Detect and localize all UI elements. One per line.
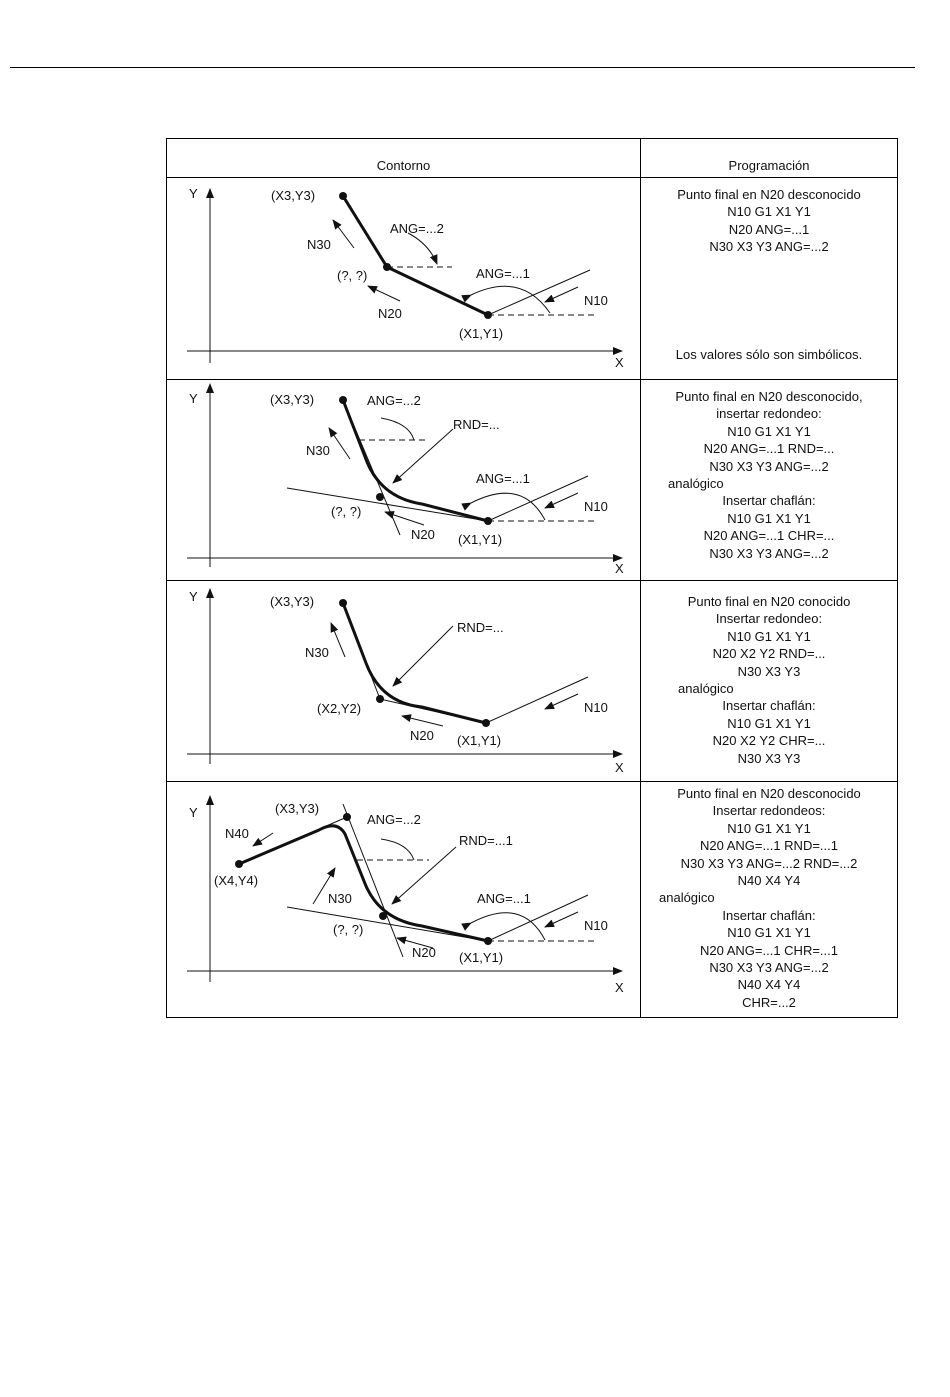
label-n20: N20 [410, 728, 434, 743]
angle-arc-2 [408, 233, 437, 264]
label-p1: (X1,Y1) [459, 326, 504, 341]
n10-arrow [545, 493, 578, 508]
contour-cell [167, 581, 641, 782]
program-line: N10 G1 X1 Y1 [727, 204, 811, 220]
label-p2: (?, ?) [337, 268, 368, 283]
contour-figure-2 [167, 380, 641, 580]
label-n20: N20 [378, 306, 402, 321]
programming-cell [641, 178, 898, 380]
contour-cell [167, 782, 641, 1018]
y-axis-label: Y [189, 391, 198, 406]
contour-programming-table [166, 138, 898, 1018]
rnd-pointer [393, 429, 453, 483]
contour-cell [167, 178, 641, 380]
label-ang2: ANG=...2 [367, 393, 421, 408]
program-line: N30 X3 Y3 [737, 750, 801, 766]
label-p1: (X1,Y1) [459, 950, 504, 965]
label-ang1: ANG=...1 [477, 891, 531, 906]
n20-arrow [368, 286, 400, 301]
program-line: N10 G1 X1 Y1 [727, 820, 811, 836]
label-n30: N30 [305, 645, 329, 660]
n20-arrow [402, 716, 443, 726]
n10-arrow [545, 912, 578, 927]
n20-arrow [385, 512, 424, 525]
program-line: N30 X3 Y3 ANG=...2 [709, 960, 829, 976]
program-line: Insertar redondeos: [712, 803, 826, 819]
table-row [167, 581, 898, 782]
table-row [167, 380, 898, 581]
n30-arrow [333, 220, 354, 248]
program-line: analógico [659, 890, 715, 906]
angle-arc-1 [471, 493, 545, 520]
point-x2y2 [376, 695, 384, 703]
program-line: N10 G1 X1 Y1 [727, 628, 811, 644]
programming-cell [641, 581, 898, 782]
label-ang2: ANG=...2 [367, 812, 421, 827]
point-x3y3 [339, 599, 347, 607]
symbolic-values-note: Los valores sólo son simbólicos. [675, 346, 863, 362]
y-axis-label: Y [189, 805, 198, 820]
label-p4: (X4,Y4) [214, 873, 259, 888]
program-line: N20 X2 Y2 RND=... [712, 646, 826, 662]
label-n30: N30 [306, 443, 330, 458]
table-row [167, 782, 898, 1018]
label-ang1: ANG=...1 [476, 266, 530, 281]
rnd-pointer [393, 626, 453, 686]
n10-arrow [545, 287, 578, 302]
point-x1y1 [484, 311, 492, 319]
header-programming: Programación [641, 139, 898, 178]
x-axis-label: X [615, 355, 624, 370]
program-line: N40 X4 Y4 [737, 873, 801, 889]
program-line: analógico [678, 681, 734, 697]
angle-arc-2 [381, 839, 414, 860]
program-line: Insertar chaflán: [722, 907, 816, 923]
y-axis-label: Y [189, 589, 198, 604]
program-line: insertar redondeo: [716, 406, 822, 422]
label-p1: (X1,Y1) [458, 532, 503, 547]
program-line: Insertar redondeo: [715, 611, 823, 627]
label-n10: N10 [584, 700, 608, 715]
program-line: Insertar chaflán: [722, 493, 816, 509]
label-n30: N30 [307, 237, 331, 252]
program-line: Insertar chaflán: [722, 698, 816, 714]
program-line: N10 G1 X1 Y1 [727, 510, 811, 526]
program-line: analógico [668, 476, 724, 492]
programming-cell [641, 782, 898, 1018]
point-x1y1 [484, 937, 492, 945]
label-n20: N20 [412, 945, 436, 960]
n30-arrow [329, 428, 350, 459]
program-line: N20 ANG=...1 [728, 221, 810, 237]
program-line: N20 ANG=...1 RND=... [703, 441, 835, 457]
program-line: Punto final en N20 desconocido [677, 187, 861, 202]
contour-cell [167, 380, 641, 581]
point-x1y1 [484, 517, 492, 525]
program-line: N40 X4 Y4 [737, 977, 801, 993]
label-p3: (X3,Y3) [271, 188, 316, 203]
angle-arc-1 [471, 913, 545, 940]
program-line: N10 G1 X1 Y1 [727, 423, 811, 439]
program-line: N20 ANG=...1 RND=...1 [699, 838, 838, 854]
contour-path [343, 196, 590, 315]
point-x3y3 [343, 813, 351, 821]
program-line: CHR=...2 [742, 994, 796, 1010]
program-line: N30 X3 Y3 ANG=...2 RND=...2 [680, 855, 858, 871]
label-n30: N30 [328, 891, 352, 906]
program-line: N20 ANG=...1 CHR=... [703, 528, 835, 544]
label-n10: N10 [584, 499, 608, 514]
label-p3: (X3,Y3) [270, 392, 315, 407]
label-p2: (?, ?) [333, 922, 364, 937]
point-x3y3 [339, 396, 347, 404]
program-line: N30 X3 Y3 ANG=...2 [709, 458, 829, 474]
table-header-row [167, 139, 898, 178]
rnd-pointer [392, 847, 456, 904]
program-line: N20 ANG=...1 CHR=...1 [699, 942, 838, 958]
label-rnd: RND=... [457, 620, 504, 635]
contour-figure-1 [167, 178, 641, 378]
program-line: N30 X3 Y3 [737, 663, 801, 679]
point-x3y3 [339, 192, 347, 200]
label-n20: N20 [411, 527, 435, 542]
x-axis-label: X [615, 760, 624, 775]
x-axis-label: X [615, 980, 624, 995]
contour-figure-3 [167, 581, 641, 781]
angle-arc-1 [471, 286, 550, 313]
label-ang2: ANG=...2 [390, 221, 444, 236]
table-row [167, 178, 898, 380]
programming-cell [641, 380, 898, 581]
label-p3: (X3,Y3) [275, 801, 320, 816]
label-n10: N10 [584, 918, 608, 933]
point-x1y1 [482, 719, 490, 727]
y-axis-label: Y [189, 186, 198, 201]
label-p3: (X3,Y3) [270, 594, 315, 609]
label-n40: N40 [225, 826, 249, 841]
label-p2: (?, ?) [331, 504, 362, 519]
point-x4y4 [235, 860, 243, 868]
program-line: N30 X3 Y3 ANG=...2 [709, 545, 829, 561]
label-ang1: ANG=...1 [476, 471, 530, 486]
n40-arrow [253, 833, 273, 846]
program-line: Punto final en N20 conocido [687, 594, 851, 609]
program-line: N10 G1 X1 Y1 [727, 925, 811, 941]
header-contour: Contorno [167, 139, 641, 178]
label-rnd: RND=... [453, 417, 500, 432]
page-top-rule [10, 67, 915, 68]
contour-figure-4 [167, 782, 641, 1017]
label-p1: (X1,Y1) [457, 733, 502, 748]
n10-arrow [545, 694, 578, 709]
point-unknown [383, 263, 391, 271]
program-line: N20 X2 Y2 CHR=... [712, 733, 826, 749]
x-axis-label: X [615, 561, 624, 576]
label-n10: N10 [584, 293, 608, 308]
label-rnd: RND=...1 [459, 833, 513, 848]
point-unknown [379, 912, 387, 920]
n30-arrow [331, 623, 345, 657]
label-p2: (X2,Y2) [317, 701, 362, 716]
program-line: Punto final en N20 desconocido [677, 786, 861, 801]
program-line: N10 G1 X1 Y1 [727, 715, 811, 731]
program-line: Punto final en N20 desconocido, [675, 389, 863, 404]
angle-arc-2 [381, 418, 414, 440]
point-unknown [376, 493, 384, 501]
program-line: N30 X3 Y3 ANG=...2 [709, 239, 829, 255]
